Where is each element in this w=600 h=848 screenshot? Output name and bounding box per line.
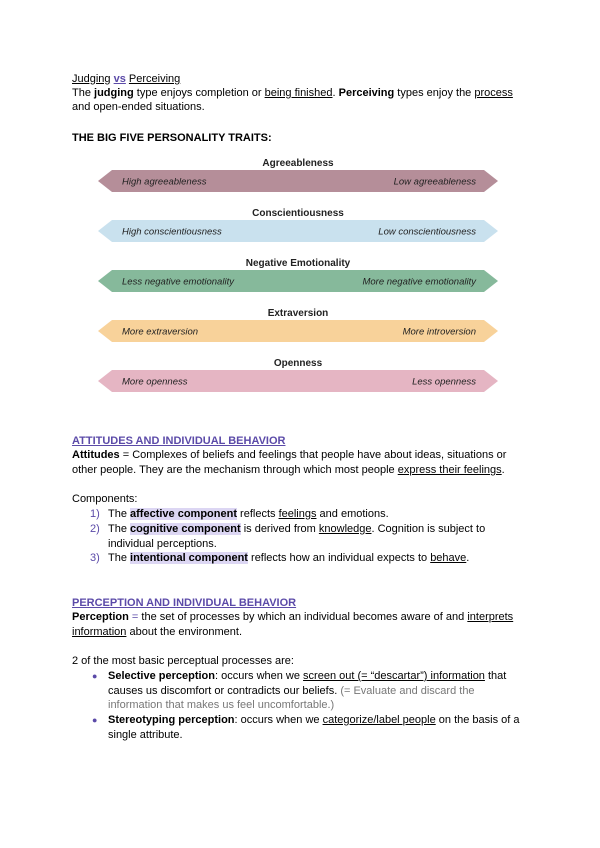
text: the set of processes by which an individual becomes aware of and <box>141 611 468 623</box>
perception-intro: 2 of the most basic perceptual processes are: <box>72 655 294 667</box>
big-five-heading: THE BIG FIVE PERSONALITY TRAITS: <box>72 132 272 144</box>
component-2 <box>90 522 485 536</box>
intentional-component: intentional component <box>130 552 248 564</box>
trait-title: Openness <box>273 358 323 369</box>
list-number: 1) <box>90 508 100 520</box>
judging-term: judging <box>94 87 134 99</box>
text: types enjoy the <box>394 87 475 99</box>
text: The <box>108 523 131 535</box>
judging-title-a: Judging <box>72 73 111 85</box>
list-number: 2) <box>90 523 100 535</box>
process: process <box>474 87 513 99</box>
bullet-stereotyping-line-2: single attribute. <box>108 729 183 741</box>
judging-line-1 <box>72 86 513 100</box>
text: The <box>108 552 131 564</box>
selective-perception: Selective perception <box>108 670 215 682</box>
perception-heading: PERCEPTION AND INDIVIDUAL BEHAVIOR <box>72 597 297 609</box>
component-1 <box>90 507 389 521</box>
attitudes-heading: ATTITUDES AND INDIVIDUAL BEHAVIOR <box>72 435 286 447</box>
text: The <box>72 87 95 99</box>
trait-left-label: High agreeableness <box>122 176 207 188</box>
judging-title <box>72 72 180 86</box>
text: reflects how an individual expects to <box>247 552 431 564</box>
text: causes us discomfort or contradicts our beliefs. <box>108 685 341 697</box>
bullet-selective-line-2 <box>108 684 475 698</box>
trait-title: Negative Emotionality <box>245 258 351 269</box>
trait-right-label: Low agreeableness <box>393 176 476 188</box>
text: = Complexes of beliefs and feelings that people have about ideas, situations or <box>119 449 507 461</box>
text: . <box>466 552 470 564</box>
bullet-selective-line-3: information that makes us feel uncomfortable.) <box>108 699 335 711</box>
component-3 <box>90 551 469 565</box>
text: . Cognition is subject to <box>371 523 486 535</box>
perception-def-line-2 <box>72 625 242 639</box>
perception-def-line-1 <box>72 610 513 624</box>
component-2-line-2: individual perceptions. <box>108 538 217 550</box>
text: reflects <box>236 508 279 520</box>
trait-left-label: More extraversion <box>122 326 199 338</box>
trait-right-label: Low conscientiousness <box>378 226 476 238</box>
attitudes-def-line-2 <box>72 463 505 477</box>
express-feelings: express their feelings <box>397 464 502 476</box>
being-finished: being finished <box>264 87 333 99</box>
screen-out: screen out (= “descartar”) information <box>303 670 485 682</box>
knowledge: knowledge <box>318 523 372 535</box>
text: The <box>108 508 131 520</box>
interprets: interprets <box>467 611 514 623</box>
bullet-stereotyping <box>92 713 520 727</box>
text: : occurs when we <box>234 714 323 726</box>
judging-title-b: Perceiving <box>128 73 181 85</box>
text: about the environment. <box>126 626 242 638</box>
stereotyping-perception: Stereotyping perception <box>108 714 235 726</box>
equals: = <box>128 611 142 623</box>
text: other people. They are the mechanism through which most people <box>72 464 398 476</box>
information: information <box>72 626 127 638</box>
text: : occurs when we <box>215 670 304 682</box>
bullet-icon: ● <box>92 671 98 681</box>
cognitive-component: cognitive component <box>130 523 241 535</box>
attitudes-def-line-1 <box>72 448 506 462</box>
text: . <box>332 87 339 99</box>
perception-term: Perception <box>72 611 129 623</box>
text: . <box>501 464 505 476</box>
feelings: feelings <box>278 508 317 520</box>
text: type enjoys completion or <box>133 87 265 99</box>
judging-line-2: and open-ended situations. <box>72 101 205 113</box>
categorize-label: categorize/label people <box>322 714 436 726</box>
trait-title: Extraversion <box>267 308 329 319</box>
note: (= Evaluate and discard the <box>340 685 475 697</box>
trait-left-label: High conscientiousness <box>122 226 222 238</box>
trait-title: Agreeableness <box>262 158 334 169</box>
trait-right-label: Less openness <box>412 376 476 388</box>
text: and emotions. <box>316 508 389 520</box>
text: is derived from <box>240 523 319 535</box>
bullet-icon: ● <box>92 715 98 725</box>
text: on the basis of a <box>435 714 520 726</box>
affective-component: affective component <box>130 508 237 520</box>
big-five-diagram <box>98 150 498 400</box>
list-number: 3) <box>90 552 100 564</box>
trait-left-label: Less negative emotionality <box>122 276 234 288</box>
trait-right-label: More negative emotionality <box>362 276 476 288</box>
text: that <box>484 670 507 682</box>
perceiving-term: Perceiving <box>338 87 395 99</box>
trait-title: Conscientiousness <box>252 208 344 219</box>
trait-left-label: More openness <box>122 376 188 388</box>
components-label: Components: <box>72 493 138 505</box>
traits-group <box>98 158 498 392</box>
judging-title-vs: vs <box>113 73 126 85</box>
attitudes-term: Attitudes <box>72 449 120 461</box>
bullet-selective <box>92 669 506 683</box>
trait-right-label: More introversion <box>402 326 476 338</box>
behave: behave <box>430 552 467 564</box>
